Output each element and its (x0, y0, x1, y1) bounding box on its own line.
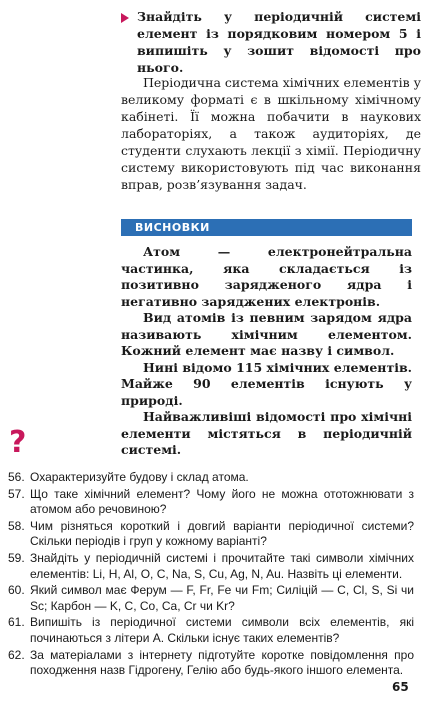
conclusion-paragraph: Вид атомів із певним зарядом ядра називають хімічним елементом. Кожний елемент має назву і символ. (121, 310, 412, 358)
question-text: Чим різняться короткий і довгий варіанти періодичної системи? Скільки періодів і груп у кожному варіанті? (30, 518, 414, 549)
question-item (8, 648, 414, 679)
question-number: 57. (8, 486, 25, 501)
triangle-arrow-icon (121, 13, 129, 23)
question-text: Охарактеризуйте будову і склад атома. (30, 470, 249, 484)
conclusion-paragraph: Найважливіші відомості про хімічні елементи містяться в періодичній системі. (121, 409, 412, 457)
question-mark-icon: ? (9, 425, 27, 460)
question-text: Який символ має Ферум — F, Fr, Fe чи Fm; Силіцій — C, Cl, S, Si чи Sc; Карбон — K, C, Co, Ca, Cr чи Kr? (30, 583, 414, 613)
question-text: Знайдіть у періодичній системі і прочитайте такі символи хімічних елементів: Li, H, Al, O, C, Na, S, Cu, Ag, N, Au. Назвіть ці елементи. (30, 551, 414, 581)
question-text: Випишіть із періодичної системи символи всіх елементів, які починаються з літери А. Скільки існує таких елементів? (30, 615, 414, 645)
task-block (121, 8, 421, 76)
question-number: 60. (8, 583, 25, 598)
conclusions-banner (121, 219, 412, 236)
question-text: Що таке хімічний елемент? Чому його не можна ототожнювати з атомом або речовиною? (30, 486, 414, 517)
page-number: 65 (392, 680, 409, 694)
question-item (8, 470, 414, 486)
question-text: За матеріалами з інтернету підготуйте коротке повідомлення про походження назв Гідрогену, Гелію або будь-якого іншого елемента. (30, 647, 414, 678)
conclusions-title: ВИСНОВКИ (135, 221, 210, 234)
conclusions-block (121, 244, 412, 459)
question-number: 56. (8, 470, 25, 484)
questions-list (8, 470, 414, 680)
question-item (8, 551, 414, 582)
conclusion-paragraph: Атом — електронейтральна частинка, яка складається із позитивно зарядженого ядра і негативно заряджених електронів. (121, 244, 412, 309)
question-number: 62. (8, 647, 25, 662)
question-item (8, 615, 414, 646)
body-paragraph: Періодична система хімічних елементів у великому форматі є в шкільному хімічному кабінеті. Її можна побачити в наукових лабораторіях, а також аудиторіях, де студенти слухають лекції з хімії. Періодичну систему використовують під час виконання вправ, розв’язування задач. (121, 75, 421, 192)
question-item (8, 583, 414, 614)
question-number: 59. (8, 551, 25, 566)
question-item (8, 519, 414, 550)
task-text: Знайдіть у періодичній системі елемент із порядковим номером 5 і випишіть у зошит відомості про нього. (137, 9, 421, 75)
conclusion-paragraph: Нині відомо 115 хімічних елементів. Майже 90 елементів існують у природі. (121, 359, 412, 408)
question-item (8, 487, 414, 518)
question-number: 61. (8, 615, 25, 630)
question-number: 58. (8, 518, 25, 533)
